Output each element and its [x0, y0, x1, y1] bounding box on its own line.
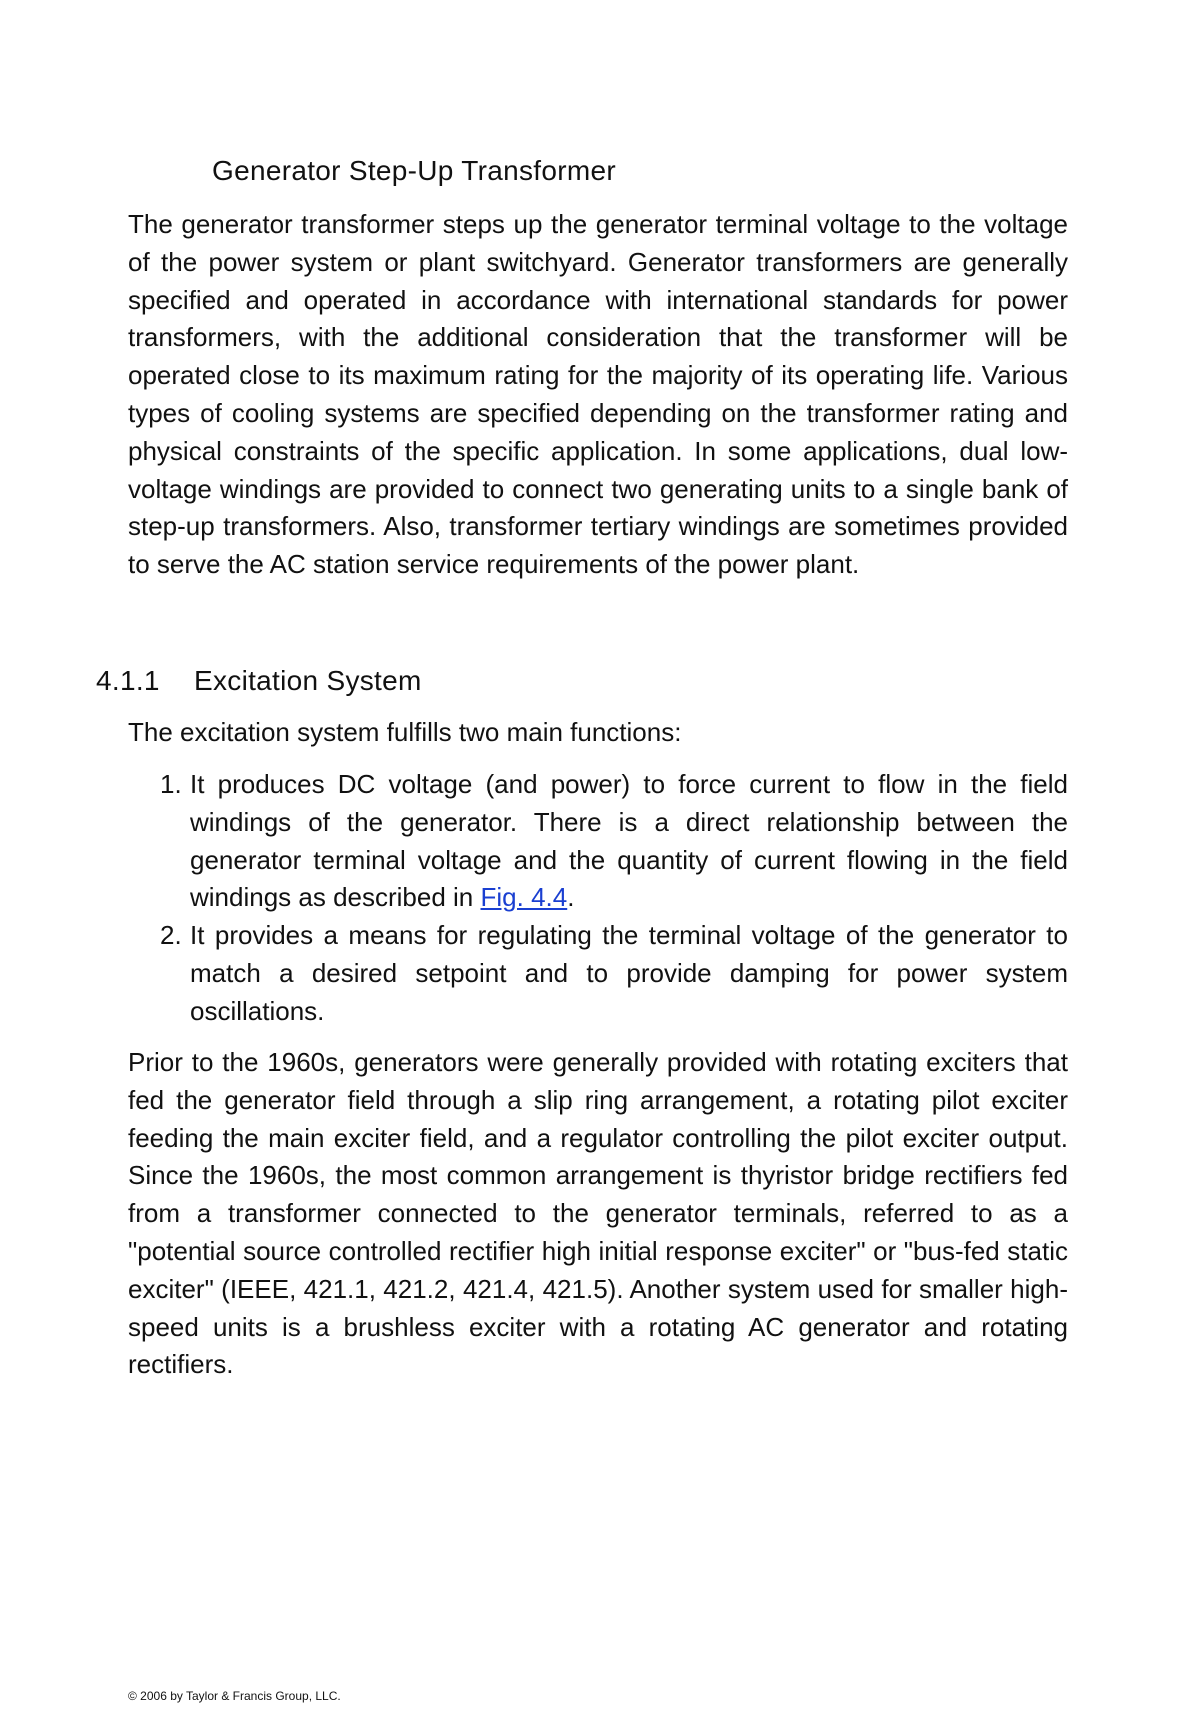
list-item-text-end: . [567, 882, 575, 913]
transformer-paragraph: The generator transformer steps up the generator terminal voltage to the voltage of the power system or plant switchyard. Generator transformers are generally specified and operated in accordance with international standards for power transformers, with the additional consideration that the transformer will be operated close to its maximum rating for the majority of its operating life. Various types of cooling systems are specified depending on the transformer rating and physical constraints of the specific application. In some applications, dual low-voltage windings are provided to connect two generating units to a single bank of step-up transformers. Also, transformer tertiary windings are sometimes provided to serve the AC station service requirements of the power plant. [128, 209, 1068, 580]
functions-list [128, 766, 1068, 1031]
subheading-generator-step-up-transformer: Generator Step-Up Transformer [212, 155, 616, 186]
section-number: 4.1.1 [96, 665, 160, 696]
list-item [128, 917, 1068, 1030]
copyright-footer: © 2006 by Taylor & Francis Group, LLC. [128, 1689, 341, 1703]
exciter-history-paragraph: Prior to the 1960s, generators were generally provided with rotating exciters that fed the generator field through a slip ring arrangement, a rotating pilot exciter feeding the main exciter field, and a regulator controlling the pilot exciter output. Since the 1960s, the most common arrangement is thyristor bridge rectifiers fed from a transformer connected to the generator terminals, referred to as a "potential source controlled rectifier high initial response exciter" or "bus-fed static exciter" (IEEE, 421.1, 421.2, 421.4, 421.5). Another system used for smaller high-speed units is a brushless exciter with a rotating AC generator and rotating rectifiers. [128, 1047, 1068, 1380]
list-item-text: It produces DC voltage (and power) to force current to flow in the field windings of the generator. There is a direct relationship between the generator terminal voltage and the quantity of current flowing in the field windings as described in [190, 769, 1068, 913]
excitation-intro: The excitation system fulfills two main functions: [128, 717, 682, 747]
section-title: Excitation System [194, 665, 422, 696]
figure-link[interactable]: Fig. 4.4 [480, 882, 568, 913]
list-item-text: It provides a means for regulating the terminal voltage of the generator to match a desired setpoint and to provide damping for power system oscillations. [190, 920, 1068, 1026]
list-marker: 2. [160, 920, 182, 951]
section-heading [96, 662, 422, 700]
list-item [128, 766, 1068, 917]
list-marker: 1. [160, 769, 182, 799]
transformer-section [128, 206, 1068, 584]
